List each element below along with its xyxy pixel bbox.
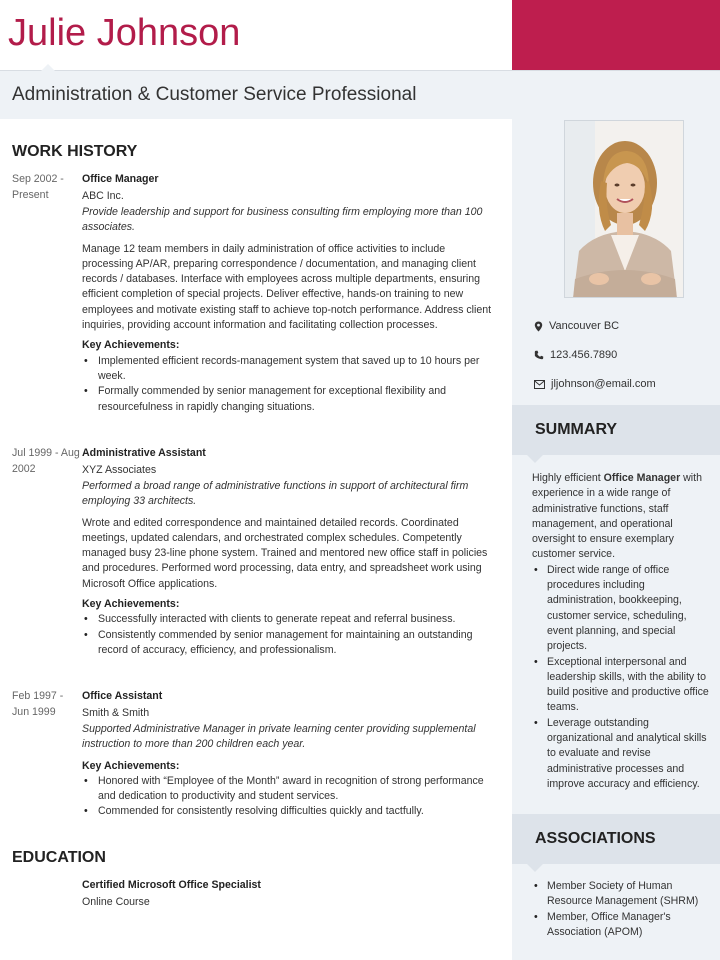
achievements-list: [82, 774, 492, 820]
mail-icon: [534, 380, 545, 389]
education-detail: Online Course: [82, 896, 150, 908]
summary-item: • Exceptional interpersonal and leadership skills, with the ability to build positive and productive office teams.: [532, 655, 712, 716]
job-summary: Provide leadership and support for business consulting firm employing more than 100 associates.: [82, 206, 483, 234]
summary-list: [532, 563, 712, 792]
association-item: • Member Society of Human Resource Management (SHRM): [532, 879, 712, 910]
contact-email: [534, 378, 656, 390]
achievements-label: Key Achievements:: [82, 598, 180, 611]
profile-photo-image: [565, 121, 684, 298]
job-dates: Jul 1999 - Aug 2002: [12, 447, 80, 475]
work-history-heading: WORK HISTORY: [12, 143, 138, 160]
candidate-name: Julie Johnson: [8, 12, 241, 54]
associations-body: [532, 879, 712, 940]
associations-pointer: [527, 864, 543, 872]
education-name: Certified Microsoft Office Specialist: [82, 879, 261, 891]
header-accent-block: [512, 0, 720, 70]
phone-text: 123.456.7890: [550, 349, 618, 361]
associations-list: [532, 879, 712, 940]
summary-body: [532, 471, 712, 792]
email-text[interactable]: jljohnson@email.com: [551, 378, 656, 390]
summary-item: • Direct wide range of office procedures including administration, bookkeeping, customer service, scheduling, event planning, and special projects.: [532, 563, 712, 655]
achievements-list: [82, 612, 492, 658]
job-summary: Performed a broad range of administrative functions in support of architectural firm employing 33 architects.: [82, 480, 469, 508]
contact-phone: [534, 349, 617, 361]
job-dates: Feb 1997 - Jun 1999: [12, 690, 64, 718]
job-dates: Sep 2002 - Present: [12, 173, 64, 201]
job-body: [82, 445, 492, 658]
achievement-item: • Commended for consistently resolving difficulties quickly and tactfully.: [82, 804, 492, 819]
job-description: Manage 12 team members in daily administration of office activities to include processing AP/AR, preparing correspondence / documentation, and managing client records / databases. Interface with employees across multiple departments, ensuring efficient completion of special projects. Deliver effective, hands-on training to new employees and motivate existing staff to achieve top-notch performance. Address client inquiries, providing account information and facilitating collection processes.: [82, 242, 492, 332]
professional-title: Administration & Customer Service Professional: [12, 84, 417, 105]
achievements-list: [82, 354, 492, 415]
achievement-item: • Consistently commended by senior management for maintaining an outstanding record of accuracy, efficiency, and professionalism.: [82, 628, 492, 659]
title-bar: [0, 71, 720, 119]
achievement-item: • Successfully interacted with clients to generate repeat and referral business.: [82, 612, 492, 627]
header-pointer: [40, 64, 56, 72]
job-title: Administrative Assistant: [82, 447, 206, 459]
education-heading: EDUCATION: [12, 849, 106, 866]
summary-intro-prefix: Highly efficient: [532, 472, 604, 484]
profile-photo: [564, 120, 684, 298]
map-pin-icon: [534, 321, 543, 332]
summary-intro-suffix: with experience in a wide range of administrative functions, staff management, and operational oversight to ensure exemplary customer service.: [532, 472, 702, 561]
phone-icon: [534, 350, 544, 360]
job-summary: Supported Administrative Manager in private learning center providing supplemental instruction to more than 200 children each year.: [82, 723, 476, 751]
job-body: [82, 688, 492, 820]
job-description: Wrote and edited correspondence and maintained detailed records. Coordinated meetings, updated calendars, and orchestrated complex schedules. Competently managed busy 23-line phone system. Trained and mentored new office staff in policies and procedures. Performed word processing, data entry, and spreadsheet work using Microsoft Office applications.: [82, 516, 488, 590]
achievements-label: Key Achievements:: [82, 339, 180, 352]
job-body: [82, 171, 492, 415]
summary-intro-bold: Office Manager: [603, 472, 681, 484]
contact-location: [534, 320, 619, 332]
header: [0, 0, 720, 72]
education-entry: [82, 877, 482, 911]
achievement-item: • Implemented efficient records-management system that saved up to 10 hours per week.: [82, 354, 492, 385]
job-title: Office Assistant: [82, 690, 163, 702]
achievements-label: Key Achievements:: [82, 759, 180, 772]
achievement-item: • Honored with “Employee of the Month” award in recognition of strong performance and dedication to productivity and student services.: [82, 774, 492, 805]
job-company: ABC Inc.: [82, 190, 124, 202]
summary-item: • Leverage outstanding organizational and analytical skills to evaluate and revise administrative processes and improve accuracy and efficiency.: [532, 716, 712, 792]
summary-intro: [532, 471, 712, 563]
summary-heading: SUMMARY: [535, 421, 618, 438]
achievement-item: • Formally commended by senior management for exceptional flexibility and resourcefulness in rapidly changing situations.: [82, 384, 492, 415]
summary-pointer: [527, 455, 543, 463]
associations-heading: ASSOCIATIONS: [535, 830, 656, 847]
job-company: XYZ Associates: [82, 464, 157, 476]
job-title: Office Manager: [82, 173, 159, 185]
association-item: • Member, Office Manager's Association (APOM): [532, 910, 712, 941]
location-text: Vancouver BC: [549, 320, 620, 332]
job-company: Smith & Smith: [82, 707, 150, 719]
